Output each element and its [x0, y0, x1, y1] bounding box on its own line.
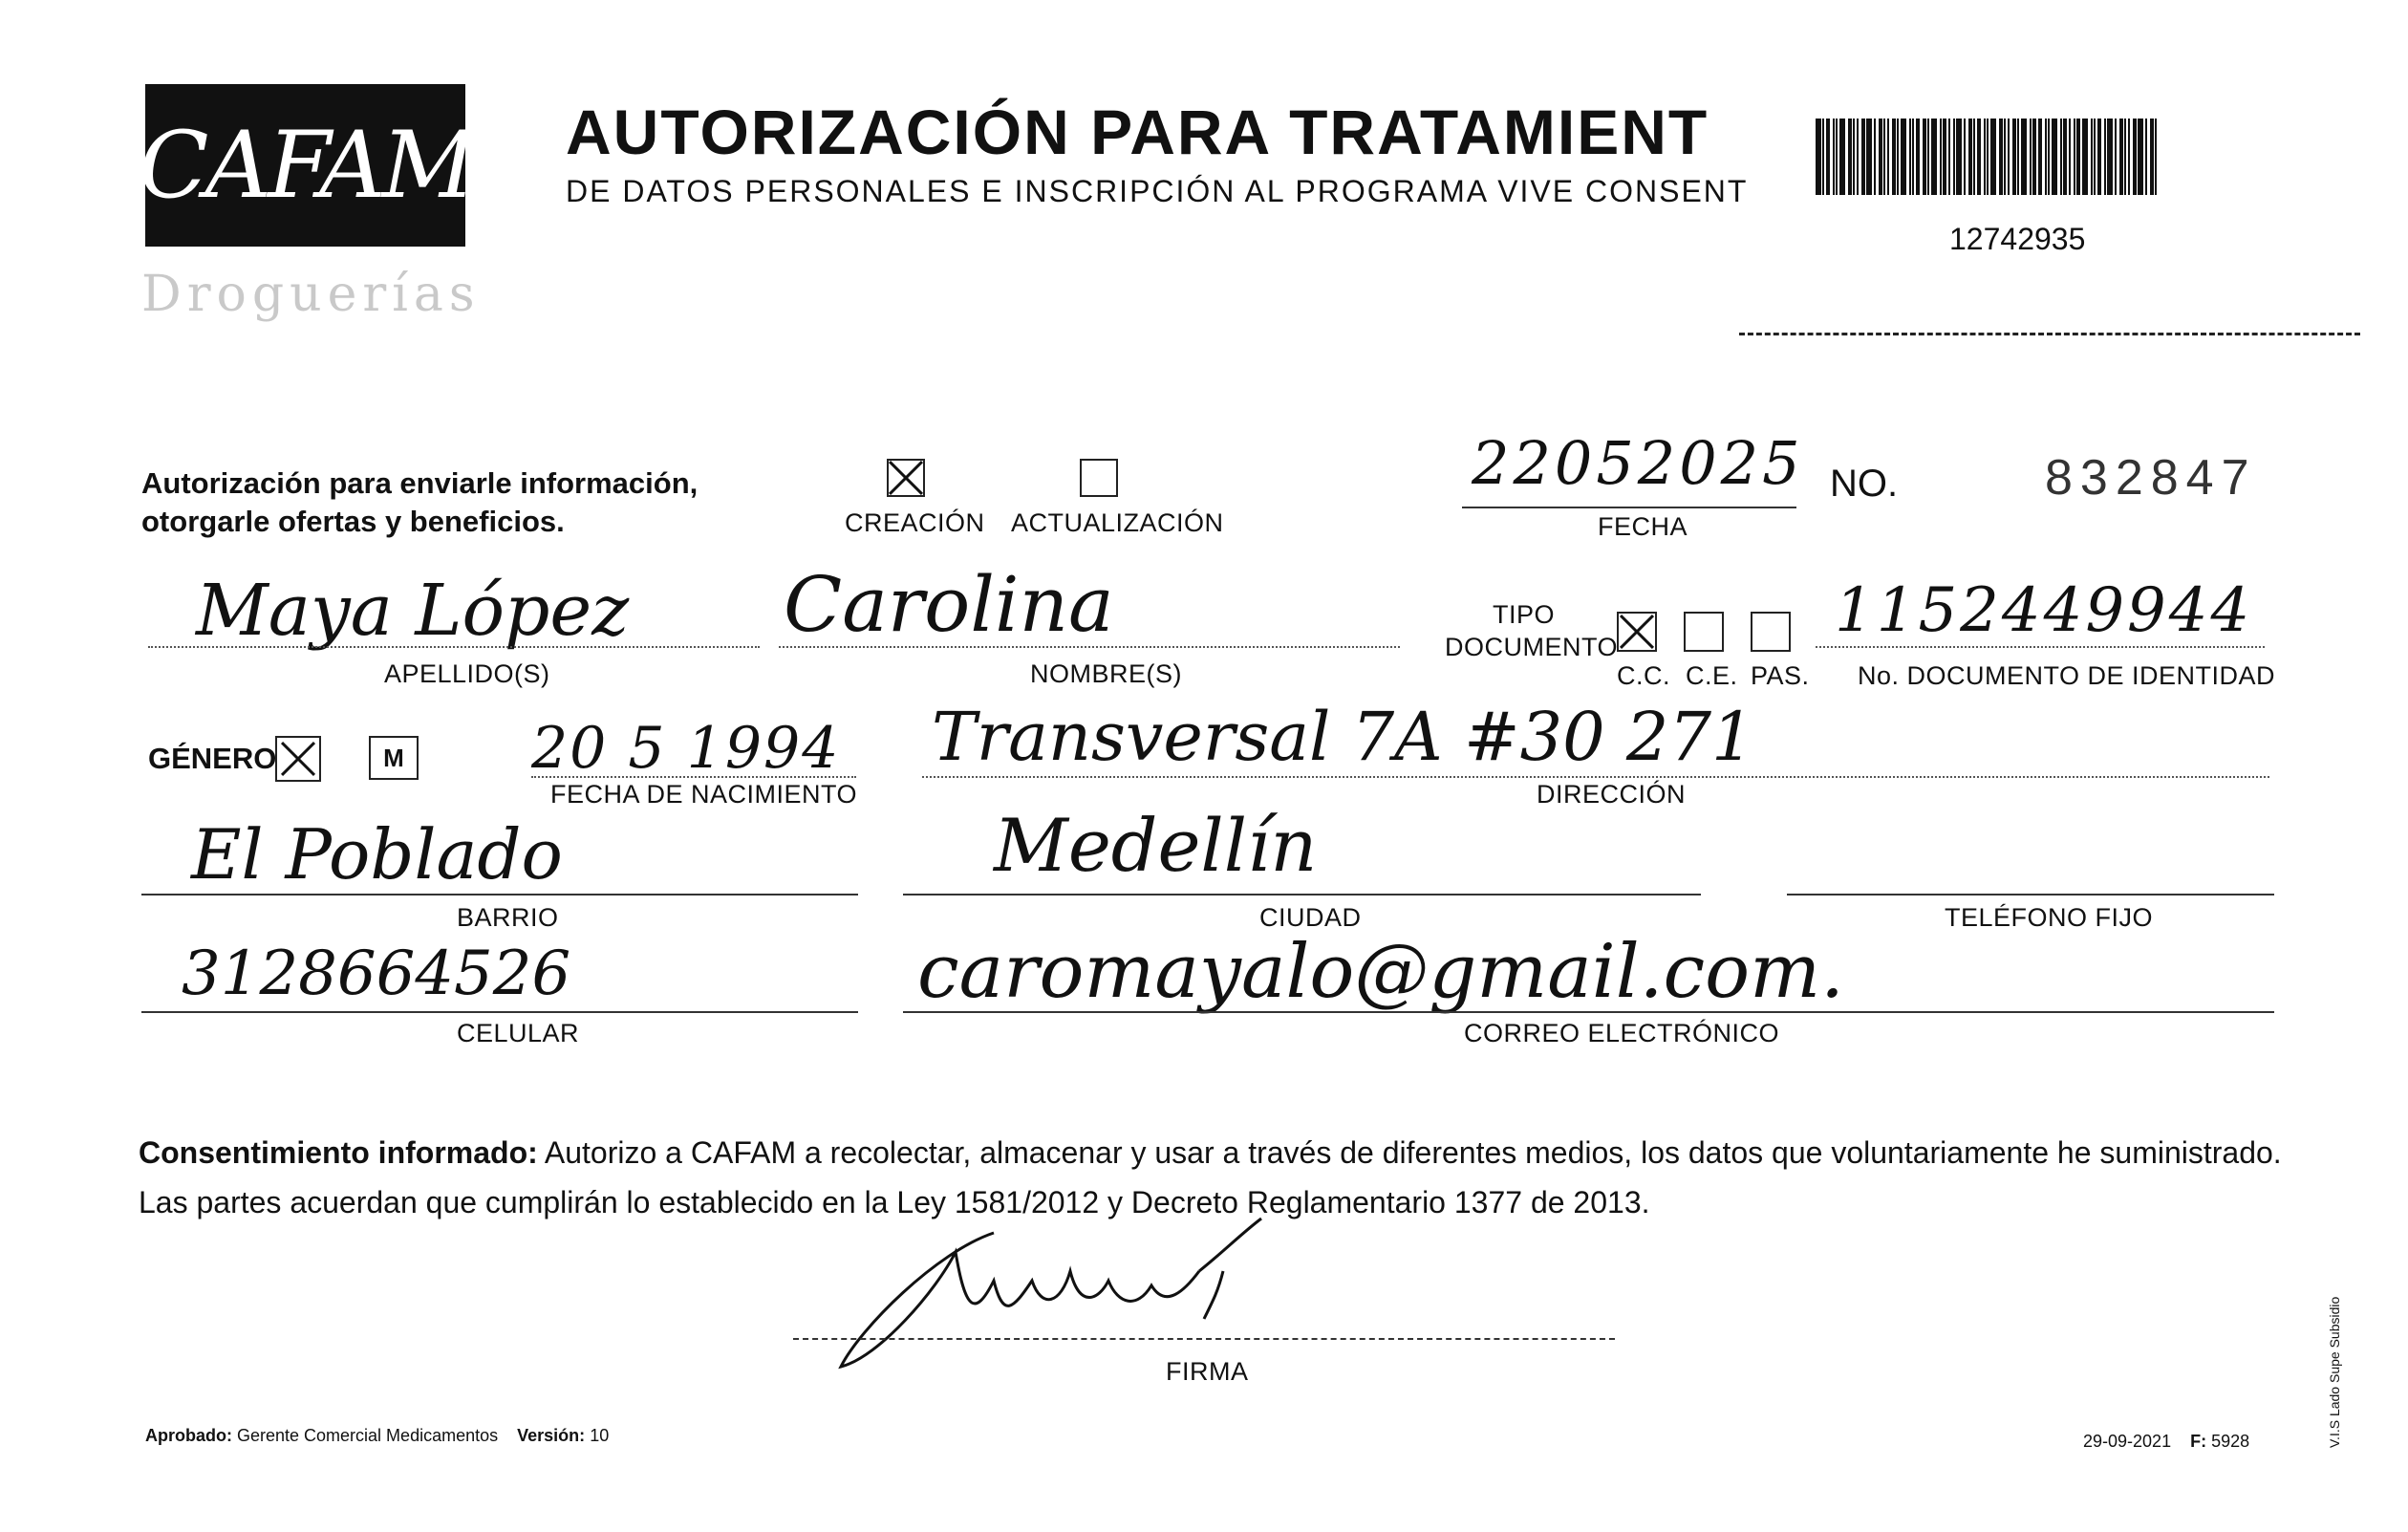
name-line [779, 646, 1400, 648]
separator-dashed [1739, 333, 2360, 335]
barcode-bar [2128, 119, 2130, 195]
barcode-bar [2155, 119, 2157, 195]
form-subtitle: DE DATOS PERSONALES E INSCRIPCIÓN AL PROGRAMA VIVE CONSENT [566, 174, 1749, 208]
barcode-bar [1892, 119, 1896, 195]
doc-pas-checkbox[interactable] [1751, 612, 1791, 652]
barcode-bar [1931, 119, 1937, 195]
barcode-bar [2048, 119, 2050, 195]
number-label: NO. [1830, 463, 1899, 505]
cell-line [141, 1011, 858, 1013]
signature-line [793, 1338, 1615, 1340]
barcode-bar [1909, 119, 1911, 195]
barcode-bar [2133, 119, 2137, 195]
surname-value: Maya López [196, 570, 630, 652]
email-label: CORREO ELECTRÓNICO [1464, 1019, 1780, 1047]
logo-subtitle: Droguerías [141, 266, 481, 323]
barcode-bar [1866, 119, 1872, 195]
gender-f-checkbox[interactable] [275, 736, 321, 782]
barcode-bar [2104, 119, 2106, 195]
gender-label: GÉNERO [148, 742, 277, 775]
address-value: Transversal 7A #30 271 [932, 698, 1754, 776]
barcode-bar [2063, 119, 2067, 195]
barcode-bar [1883, 119, 1885, 195]
email-line [903, 1011, 2274, 1013]
form-number: 832847 [2045, 450, 2257, 506]
barcode-bar [1987, 119, 1989, 195]
city-line [903, 894, 1701, 895]
barcode-bar [2145, 119, 2147, 195]
barcode-bar [1874, 119, 1876, 195]
cell-value: 3128664526 [182, 939, 571, 1009]
doc-ce-label: C.E. [1686, 661, 1738, 690]
address-line [922, 776, 2269, 778]
email-value: caromayalo@gmail.com. [917, 929, 1844, 1015]
barcode [1816, 119, 2198, 195]
version-value: 10 [590, 1426, 610, 1445]
address-label: DIRECCIÓN [1537, 780, 1687, 809]
barcode-bar [2052, 119, 2057, 195]
barcode-bar [2076, 119, 2080, 195]
birth-date-label: FECHA DE NACIMIENTO [550, 780, 858, 809]
barcode-bar [2004, 119, 2006, 195]
barrio-label: BARRIO [457, 903, 559, 932]
barcode-bar [2074, 119, 2075, 195]
barcode-bar [2012, 119, 2016, 195]
barcode-bar [1973, 119, 1975, 195]
barcode-bar [2038, 119, 2042, 195]
barcode-bar [2069, 119, 2071, 195]
f-value: 5928 [2211, 1432, 2250, 1451]
doc-cc-checkbox[interactable] [1617, 612, 1657, 652]
barcode-bar [2082, 119, 2088, 195]
barcode-bar [1940, 119, 1942, 195]
barcode-bar [1990, 119, 1996, 195]
version-label: Versión: [517, 1426, 586, 1445]
creation-checkbox[interactable] [887, 459, 925, 497]
name-label: NOMBRE(S) [1030, 659, 1182, 688]
barcode-bar [2094, 119, 2096, 195]
update-label: ACTUALIZACIÓN [1011, 508, 1224, 537]
barcode-bar [1999, 119, 2003, 195]
city-label: CIUDAD [1259, 903, 1362, 932]
barcode-bar [1822, 119, 1824, 195]
doc-cc-label: C.C. [1617, 661, 1670, 690]
barcode-bar [2091, 119, 2093, 195]
doc-number-label: No. DOCUMENTO DE IDENTIDAD [1858, 661, 2276, 690]
barcode-bar [1968, 119, 1972, 195]
city-value: Medellín [994, 803, 1318, 888]
barrio-value: El Poblado [191, 814, 563, 895]
date-label: FECHA [1598, 512, 1688, 541]
doc-type-label-1: TIPO [1493, 600, 1556, 629]
barcode-bar [1912, 119, 1914, 195]
barcode-bar [1916, 119, 1920, 195]
form-title: AUTORIZACIÓN PARA TRATAMIENT [566, 97, 1709, 167]
consent-heading: Consentimiento informado: [139, 1135, 538, 1170]
doc-number-line [1816, 646, 2265, 648]
barcode-bar [2045, 119, 2047, 195]
barcode-bar [1964, 119, 1966, 195]
name-value: Carolina [784, 560, 1114, 649]
gender-m-label: M [383, 743, 404, 772]
footer-approved [145, 1426, 609, 1446]
consent-text: Autorizo a CAFAM a recolectar, almacenar y usar a través de diferentes medios, los datos que voluntariamente he suministrado. Las partes acuerdan que cumplirán lo establecido en la Ley 1581/2012 y Decreto Reglamentario 1377 de 2013. [139, 1135, 2282, 1219]
barcode-bar [2008, 119, 2010, 195]
doc-type-label-2: DOCUMENTO [1445, 633, 1619, 661]
barcode-bar [1833, 119, 1835, 195]
phone-label: TELÉFONO FIJO [1945, 903, 2154, 932]
barcode-bar [1861, 119, 1865, 195]
barcode-bar [1901, 119, 1906, 195]
creation-label: CREACIÓN [845, 508, 985, 537]
gender-m-box[interactable] [369, 736, 419, 780]
barcode-bar [1948, 119, 1950, 195]
barcode-bar [2150, 119, 2154, 195]
approved-value: Gerente Comercial Medicamentos [237, 1426, 499, 1445]
barcode-bar [1953, 119, 1955, 195]
barcode-bar [2060, 119, 2062, 195]
barcode-bar [1853, 119, 1855, 195]
update-checkbox[interactable] [1080, 459, 1118, 497]
logo-brand: CAFAM [139, 112, 472, 219]
date-value: 22052025 [1472, 428, 1804, 498]
barcode-bar [1848, 119, 1852, 195]
barcode-bar [1927, 119, 1929, 195]
doc-ce-checkbox[interactable] [1684, 612, 1724, 652]
surname-line [148, 646, 760, 648]
barcode-bar [1826, 119, 1830, 195]
date-line [1462, 507, 1796, 508]
barcode-bar [2097, 119, 2101, 195]
side-text: V.I.S Lado Supe Subsidio [2327, 1296, 2342, 1448]
barcode-bar [2030, 119, 2032, 195]
barcode-bar [2032, 119, 2036, 195]
doc-number-value: 1152449944 [1835, 575, 2253, 646]
barcode-bar [1984, 119, 1986, 195]
barcode-bar [2107, 119, 2113, 195]
barcode-bar [2119, 119, 2123, 195]
barcode-bar [1839, 119, 1845, 195]
phone-line [1787, 894, 2274, 895]
doc-pas-label: PAS. [1751, 661, 1810, 690]
barcode-bar [2021, 119, 2027, 195]
barcode-bar [2115, 119, 2117, 195]
signature-graphic [822, 1214, 1357, 1386]
cafam-logo [139, 84, 472, 247]
surname-label: APELLIDO(S) [384, 659, 550, 688]
signature-label: FIRMA [1166, 1357, 1249, 1386]
barcode-bar [1857, 119, 1859, 195]
barcode-bar [1887, 119, 1889, 195]
barcode-bar [1923, 119, 1926, 195]
barcode-bar [1897, 119, 1899, 195]
birth-date-line [531, 776, 856, 778]
barcode-bar [2138, 119, 2143, 195]
birth-date-value: 20 5 1994 [531, 715, 841, 782]
barcode-number: 12742935 [1949, 222, 2086, 256]
barcode-bar [1816, 119, 1821, 195]
authorization-line-2: otorgarle ofertas y beneficios. [141, 505, 565, 538]
barcode-bar [2017, 119, 2019, 195]
cell-label: CELULAR [457, 1019, 580, 1047]
barcode-bar [1943, 119, 1946, 195]
authorization-text [141, 464, 698, 541]
barrio-line [141, 894, 858, 895]
authorization-line-1: Autorización para enviarle información, [141, 466, 699, 500]
barcode-bar [1977, 119, 1981, 195]
f-label: F: [2190, 1432, 2207, 1451]
footer-date: 29-09-2021 [2083, 1432, 2172, 1451]
barcode-bar [1956, 119, 1962, 195]
barcode-bar [1879, 119, 1882, 195]
consent-paragraph [139, 1128, 2289, 1227]
footer-date-code [2083, 1432, 2249, 1452]
barcode-bar [1836, 119, 1838, 195]
approved-label: Aprobado: [145, 1426, 232, 1445]
barcode-bar [2124, 119, 2126, 195]
